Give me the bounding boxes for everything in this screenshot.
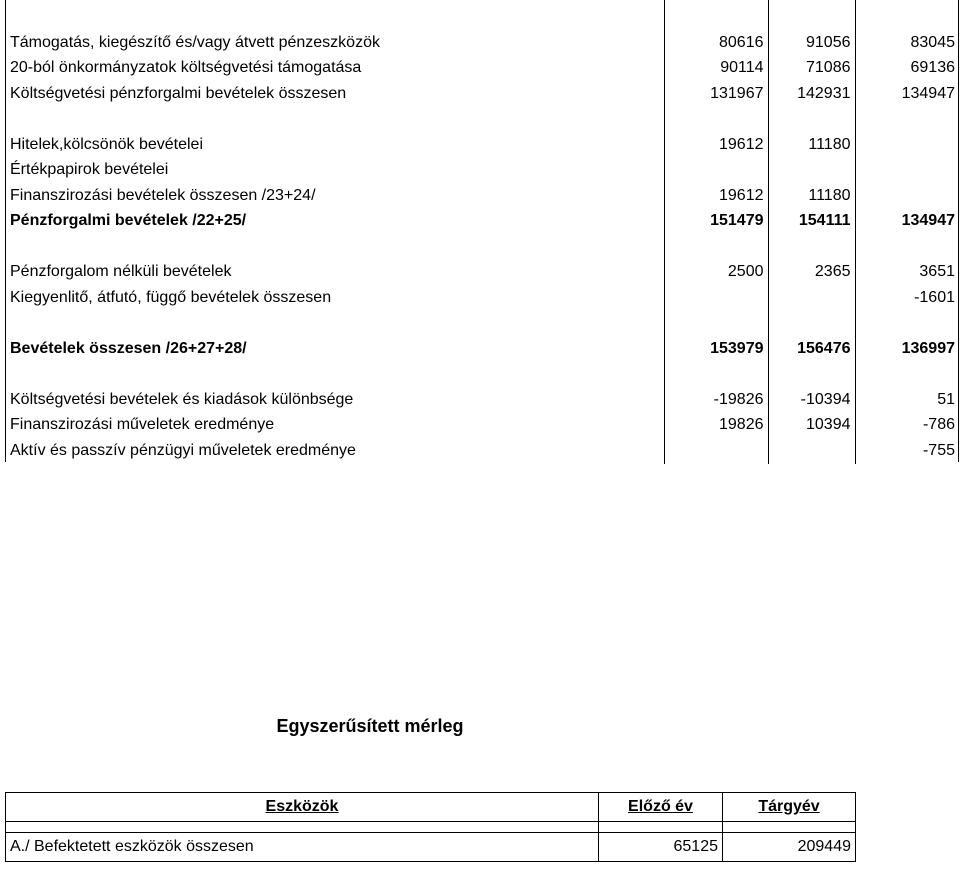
row-value-1: -19826 [664, 387, 768, 413]
table-row [6, 158, 959, 184]
row-label: Finanszirozási bevételek összesen /23+24/ [10, 186, 316, 204]
row-value-1: 80616 [664, 30, 768, 56]
row-value-3: 134947 [855, 81, 959, 107]
row-value-2 [768, 107, 855, 133]
row-value-2: -10394 [768, 387, 855, 413]
table-row [6, 260, 959, 286]
row-label: Aktív és passzív pénzügyi műveletek eredménye [10, 441, 356, 459]
row-value-1 [664, 311, 768, 337]
row-value-2: 91056 [768, 30, 855, 56]
row-value-1: 19826 [664, 413, 768, 439]
row-value-3 [855, 107, 959, 133]
row-value-2: 154111 [768, 209, 855, 235]
balance-row-label: A./ Befektetett eszközök összesen [6, 833, 599, 862]
row-value-3: -755 [855, 438, 959, 464]
balance-header-row [6, 793, 856, 822]
row-value-3 [855, 183, 959, 209]
row-value-3 [855, 234, 959, 260]
row-value-1 [664, 285, 768, 311]
balance-header-prev-year: Előző év [599, 793, 723, 822]
table-row [6, 183, 959, 209]
row-value-3: 136997 [855, 336, 959, 362]
row-label [6, 311, 664, 337]
row-value-2: 11180 [768, 183, 855, 209]
balance-header-current-year: Tárgyév [723, 793, 856, 822]
row-value-2 [768, 438, 855, 464]
row-label: Költségvetési bevételek és kiadások különbsége [10, 390, 354, 408]
row-value-1: 131967 [664, 81, 768, 107]
row-value-1: 19612 [664, 183, 768, 209]
row-label: Pénzforgalom nélküli bevételek [10, 263, 232, 281]
balance-row-curr: 209449 [723, 833, 856, 862]
balance-header-assets: Eszközök [6, 793, 599, 822]
table-row [6, 438, 959, 464]
balance-row [6, 833, 856, 862]
balance-spacer-row [6, 822, 856, 833]
row-label: Pénzforgalmi bevételek /22+25/ [10, 212, 247, 230]
row-value-2 [768, 362, 855, 388]
table-row [6, 387, 959, 413]
row-value-3: 51 [855, 387, 959, 413]
row-label [6, 234, 664, 260]
financial-table-body [6, 30, 959, 464]
row-label: Értékpapirok bevételei [10, 161, 169, 179]
row-value-2: 10394 [768, 413, 855, 439]
table-row [6, 30, 959, 56]
row-value-2 [768, 158, 855, 184]
balance-title: Egyszerűsített mérleg [276, 716, 464, 736]
row-value-3: 69136 [855, 56, 959, 82]
table-row [6, 336, 959, 362]
table-row [6, 209, 959, 235]
balance-row-prev: 65125 [599, 833, 723, 862]
row-value-1 [664, 107, 768, 133]
row-value-1: 151479 [664, 209, 768, 235]
row-value-3 [855, 158, 959, 184]
row-label [6, 107, 664, 133]
row-value-2: 71086 [768, 56, 855, 82]
row-value-2 [768, 285, 855, 311]
row-value-1 [664, 438, 768, 464]
blank-row [6, 107, 959, 133]
row-value-1: 90114 [664, 56, 768, 82]
table-row [6, 56, 959, 82]
blank-row [6, 311, 959, 337]
row-label: Támogatás, kiegészítő és/vagy átvett pénzeszközök [10, 33, 380, 51]
table-row [6, 132, 959, 158]
row-value-1 [664, 362, 768, 388]
balance-table [5, 792, 856, 862]
row-label [6, 362, 664, 388]
row-value-2: 11180 [768, 132, 855, 158]
blank-row [6, 362, 959, 388]
row-value-3 [855, 362, 959, 388]
row-value-1 [664, 158, 768, 184]
row-value-3 [855, 132, 959, 158]
row-value-2 [768, 311, 855, 337]
row-label: Bevételek összesen /26+27+28/ [10, 339, 247, 357]
row-value-1: 2500 [664, 260, 768, 286]
row-value-1: 19612 [664, 132, 768, 158]
row-value-2: 2365 [768, 260, 855, 286]
row-label: Finanszirozási műveletek eredménye [10, 416, 275, 434]
row-value-3: -1601 [855, 285, 959, 311]
row-label: Hitelek,kölcsönök bevételei [10, 135, 203, 153]
table-row [6, 285, 959, 311]
row-label: 20-ból önkormányzatok költségvetési támogatása [10, 59, 362, 77]
row-value-2 [768, 234, 855, 260]
table-row [6, 413, 959, 439]
blank-row [6, 234, 959, 260]
financial-table [6, 30, 959, 464]
row-value-1: 153979 [664, 336, 768, 362]
row-value-1 [664, 234, 768, 260]
row-value-3: 3651 [855, 260, 959, 286]
table-row [6, 81, 959, 107]
row-value-2: 156476 [768, 336, 855, 362]
row-value-3: 134947 [855, 209, 959, 235]
row-label: Költségvetési pénzforgalmi bevételek összesen [10, 84, 347, 102]
row-value-2: 142931 [768, 81, 855, 107]
row-label: Kiegyenlitő, átfutó, függő bevételek összesen [10, 288, 332, 306]
row-value-3 [855, 311, 959, 337]
row-value-3: -786 [855, 413, 959, 439]
row-value-3: 83045 [855, 30, 959, 56]
